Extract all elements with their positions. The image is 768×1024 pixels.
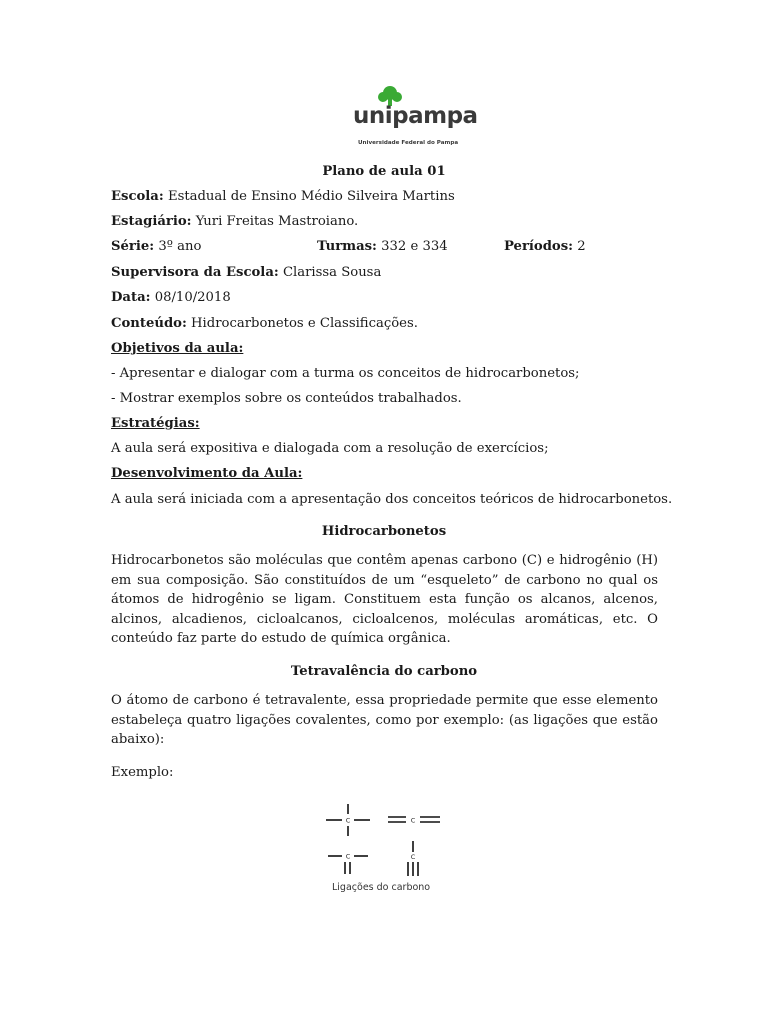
logo-wordmark: unipampa [353,103,478,129]
section-text-hidrocarbonetos: Hidrocarbonetos são moléculas que contêm apenas carbono (C) e hidrogênio (H) em sua composição. São constituídos de um “esqueleto” de carbono no qual os átomos de hidrogênio se ligam. Constituem esta função os alcanos, alcenos, alcinos, alcadienos, cicloalcanos, cicloalcenos, moléculas aromáticas, etc. O conteúdo faz parte do estudo de química orgânica. [111,553,658,646]
field-supervisora: Supervisora da Escola: Clarissa Sousa [111,265,382,280]
estrategias-text: A aula será expositiva e dialogada com a resolução de exercícios; [111,441,549,456]
field-serie: Série: 3º ano [111,239,202,254]
objetivo-item: - Mostrar exemplos sobre os conteúdos trabalhados. [111,391,462,406]
unipampa-logo [350,84,478,150]
desenvolvimento-text: A aula será iniciada com a apresentação dos conceitos teóricos de hidrocarbonetos. [111,492,673,507]
desenvolvimento-heading: Desenvolvimento da Aula: [111,466,303,481]
field-escola: Escola: Estadual de Ensino Médio Silveira Martins [111,189,455,204]
section-title-hidrocarbonetos: Hidrocarbonetos [321,524,447,539]
carbon-atom-label: C [345,816,351,825]
field-conteudo: Conteúdo: Hidrocarbonetos e Classificações. [111,316,418,331]
carbon-bonds-diagram [320,798,450,882]
figure-caption: Ligações do carbono [332,882,431,893]
carbon-atom-label: C [410,816,416,825]
carbon-bonds-figure [320,798,450,898]
field-turmas: Turmas: 332 e 334 [317,239,448,254]
logo-subtitle: Universidade Federal do Pampa [358,140,459,146]
section-title-tetravalencia: Tetravalência do carbono [290,664,478,679]
field-estagiario: Estagiário: Yuri Freitas Mastroiano. [111,214,359,229]
document-title: Plano de aula 01 [322,164,446,179]
estrategias-heading: Estratégias: [111,416,200,431]
objetivos-heading: Objetivos da aula: [111,341,244,356]
field-periodos: Períodos: 2 [504,239,586,254]
field-data: Data: 08/10/2018 [111,290,231,305]
carbon-atom-label: C [345,852,351,861]
carbon-atom-label: C [410,853,416,861]
section-text-tetravalencia: O átomo de carbono é tetravalente, essa propriedade permite que esse elemento estabeleça quatro ligações covalentes, como por exemplo: (as ligações que estão abaixo): [111,693,658,747]
example-label: Exemplo: [111,765,174,780]
objetivo-item: - Apresentar e dialogar com a turma os conceitos de hidrocarbonetos; [111,366,580,381]
